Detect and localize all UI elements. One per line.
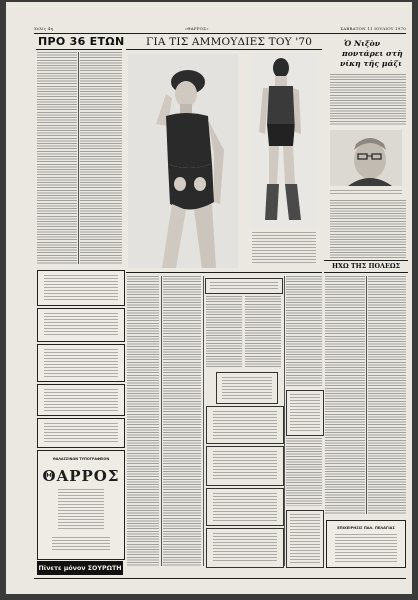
ad-box-1: [37, 270, 125, 306]
fashion-heading: ΓΙΑ ΤΙΣ ΑΜΜΟΥΔΙΕΣ ΤΟΥ '70: [146, 36, 313, 48]
city-rule-bottom: [324, 272, 408, 273]
ad-box-5: [37, 418, 125, 448]
swimsuit-photo-right: [251, 54, 317, 228]
pelagia-name: ΕΠΙΧΕΙΡΗΣΙΣ ΠΑΛ. ΠΕΛΑΓΙΑΣ: [337, 526, 395, 530]
center-ad-4: [206, 488, 284, 526]
center-text-col-2: [245, 296, 281, 368]
listings-col-2: [163, 276, 201, 566]
right-mid-text: [286, 276, 322, 386]
center-text-col-1: [206, 296, 242, 368]
souroti-banner: [37, 561, 123, 575]
center-ad-2: [206, 406, 284, 444]
ad-box-2: [37, 308, 125, 342]
right-mid-ad-2: [286, 510, 324, 568]
model-right-figure: [251, 54, 317, 228]
nixon-photo-caption: [330, 190, 402, 196]
center-ad-1: [216, 372, 278, 404]
nixon-article-text: [330, 200, 406, 260]
paper-name: «ΘΑΡΡΟΣ»: [184, 26, 209, 31]
listings-col-1: [127, 276, 159, 566]
header-rule: [34, 33, 406, 34]
column-divider: [161, 276, 162, 566]
ad-box-3: [37, 344, 125, 382]
right-mid-text-2: [286, 438, 322, 506]
center-ad-3: [206, 446, 284, 486]
fashion-caption: [252, 232, 316, 264]
center-ad-5: [206, 528, 284, 568]
page-number: Σελίς 4η: [34, 26, 54, 31]
column-divider: [78, 52, 79, 264]
date-line: ΣΑΒΒΑΤΟΝ 11 ΙΟΥΛΙΟΥ 1970: [340, 26, 406, 31]
tharros-logo-text: ΘΑΡΡΟΣ: [42, 467, 120, 485]
nixon-heading-line3: νίκη τῆς μάζι: [340, 59, 402, 68]
ad-tharros: [37, 450, 125, 560]
fashion-rule: [126, 49, 322, 50]
nixon-photo: [330, 130, 402, 186]
newspaper-page: [6, 2, 412, 594]
center-notice-box: [205, 278, 283, 294]
right-mid-ad-1: [286, 390, 324, 436]
tharros-small-label: ΘΑΛΑΣΣΙΝΩΝ ΤΥΠΟΓΡΑΦΕΙΟΝ: [52, 457, 110, 461]
column-divider: [284, 276, 285, 566]
swimsuit-photo-left: [128, 54, 238, 268]
city-rule-top: [324, 260, 408, 261]
city-text-col-1: [325, 276, 365, 514]
ad-pelagia: [326, 520, 406, 568]
nixon-lead-text: [330, 74, 406, 126]
nixon-heading-line2: ποντάρει στὴ: [342, 49, 403, 58]
model-left-figure: [128, 54, 238, 268]
city-text-col-2: [368, 276, 406, 514]
history-heading: ΠΡΟ 36 ΕΤΩΝ: [38, 35, 125, 48]
listings-rule: [126, 272, 322, 273]
ad-box-4: [37, 384, 125, 416]
column-divider: [366, 276, 367, 514]
page-header: [34, 26, 406, 32]
nixon-heading-line1: Ὁ Νιξὸν: [344, 39, 381, 48]
history-text-column-1: [37, 52, 77, 264]
history-text-column-2: [80, 52, 122, 264]
history-rule: [36, 49, 122, 50]
footer-rule: [34, 578, 406, 579]
portrait-figure: [330, 130, 402, 186]
column-divider: [203, 276, 204, 566]
city-heading: ΗΧΩ ΤΗΣ ΠΟΛΕΩΣ: [332, 262, 401, 270]
souroti-banner-text: Πίνετε μόνον ΣΟΥΡΩΤΗ: [38, 564, 122, 572]
